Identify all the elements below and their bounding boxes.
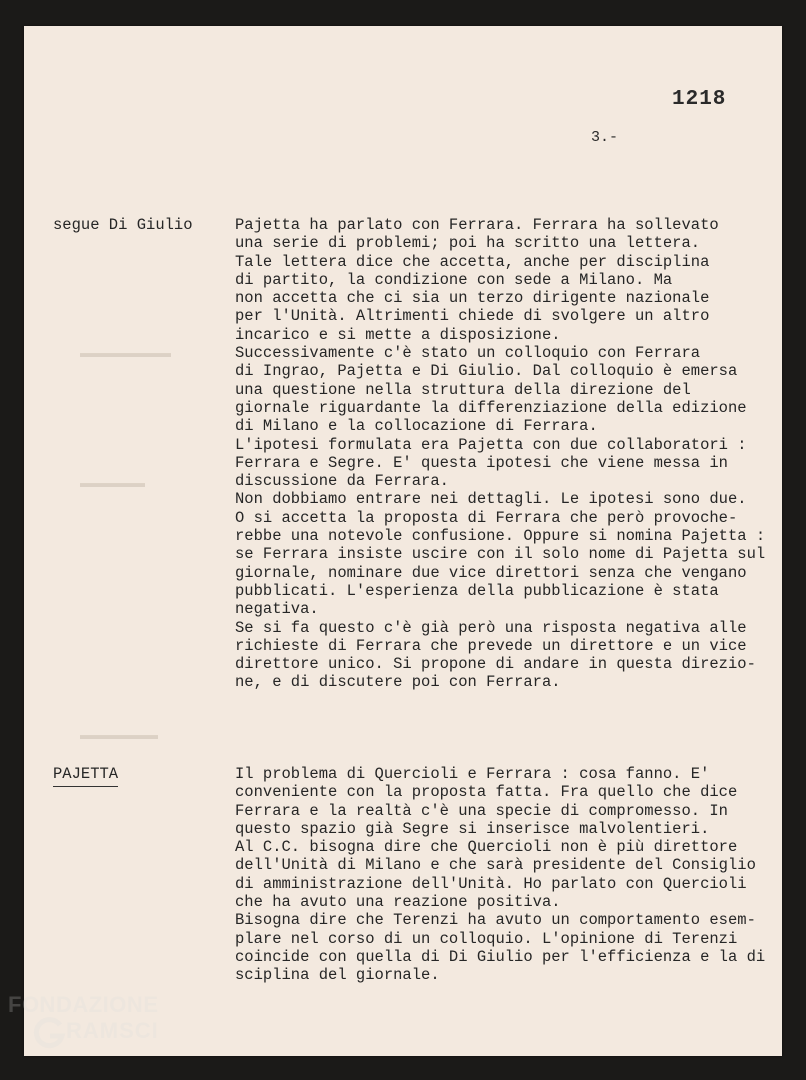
text-line: direttore unico. Si propone di andare in questa direzio- [235,655,756,674]
watermark-line-1: FONDAZIONE [8,992,159,1017]
text-line: Ferrara e Segre. E' questa ipotesi che viene messa in [235,453,728,472]
text-line: Al C.C. bisogna dire che Quercioli non è più direttore [235,838,738,857]
text-line: Ferrara e la realtà c'è una specie di compromesso. In [235,801,728,820]
sheet-number: 3.- [591,129,619,146]
fondazione-gramsci-watermark [8,992,208,1072]
bleed-through-mark: ▬▬▬▬▬▬ [80,727,158,742]
text-line: giornale, nominare due vice direttori senza che vengano [235,563,747,582]
text-line: dell'Unità di Milano e che sarà presidente del Consiglio [235,856,756,875]
text-line: incarico e si mette a disposizione. [235,325,561,344]
text-line: discussione da Ferrara. [235,472,449,491]
text-line: Tale lettera dice che accetta, anche per disciplina [235,252,710,271]
text-line: pubblicati. L'esperienza della pubblicazione è stata [235,581,719,600]
text-line: L'ipotesi formulata era Pajetta con due collaboratori : [235,435,747,454]
speaker-label: PAJETTA [53,765,118,787]
text-line: questo spazio già Segre si inserisce malvolentieri. [235,819,710,838]
text-line: rebbe una notevole confusione. Oppure si nomina Pajetta : [235,527,766,546]
speech-text [235,765,765,985]
bleed-through-mark: ▬▬▬▬▬ [80,475,145,490]
text-line: di partito, la condizione con sede a Milano. Ma [235,270,673,289]
text-line: richieste di Ferrara che prevede un direttore e un vice [235,636,747,655]
text-line: coincide con quella di Di Giulio per l'efficienza e la di [235,947,766,966]
text-line: Il problema di Quercioli e Ferrara : cosa fanno. E' [235,765,710,783]
text-line: che ha avuto una reazione positiva. [235,893,561,912]
text-line: plare nel corso di un colloquio. L'opinione di Terenzi [235,929,738,948]
text-line: giornale riguardante la differenziazione della edizione [235,398,747,417]
bleed-through-mark: ▬▬▬▬▬▬▬ [80,345,171,360]
text-line: se Ferrara insiste uscire con il solo nome di Pajetta sul [235,545,766,564]
text-line: O si accetta la proposta di Ferrara che però provoche- [235,508,738,527]
text-line: Se si fa questo c'è già però una risposta negativa alle [235,618,747,637]
text-line: una questione nella struttura della direzione del [235,380,691,399]
text-line: per l'Unità. Altrimenti chiede di svolgere un altro [235,307,710,326]
text-line: Successivamente c'è stato un colloquio con Ferrara [235,344,701,363]
speech-text [235,216,765,692]
text-line: di Milano e la collocazione di Ferrara. [235,417,598,436]
text-line: non accetta che ci sia un terzo dirigente nazionale [235,289,710,308]
text-line: Pajetta ha parlato con Ferrara. Ferrara ha sollevato [235,216,719,234]
archive-page-number: 1218 [672,88,727,111]
watermark-line-2: RAMSCI [66,1018,159,1043]
text-line: negativa. [235,600,319,619]
text-line: una serie di problemi; poi ha scritto una lettera. [235,234,701,253]
text-line: di amministrazione dell'Unità. Ho parlato con Quercioli [235,874,747,893]
g-logo-icon [32,1016,66,1050]
text-line: sciplina del giornale. [235,966,440,985]
text-line: Bisogna dire che Terenzi ha avuto un comportamento esem- [235,911,756,930]
text-line: Non dobbiamo entrare nei dettagli. Le ipotesi sono due. [235,490,747,509]
text-line: di Ingrao, Pajetta e Di Giulio. Dal colloquio è emersa [235,362,738,381]
speaker-label: segue Di Giulio [53,216,193,234]
text-line: ne, e di discutere poi con Ferrara. [235,673,561,692]
text-line: conveniente con la proposta fatta. Fra quello che dice [235,783,738,802]
